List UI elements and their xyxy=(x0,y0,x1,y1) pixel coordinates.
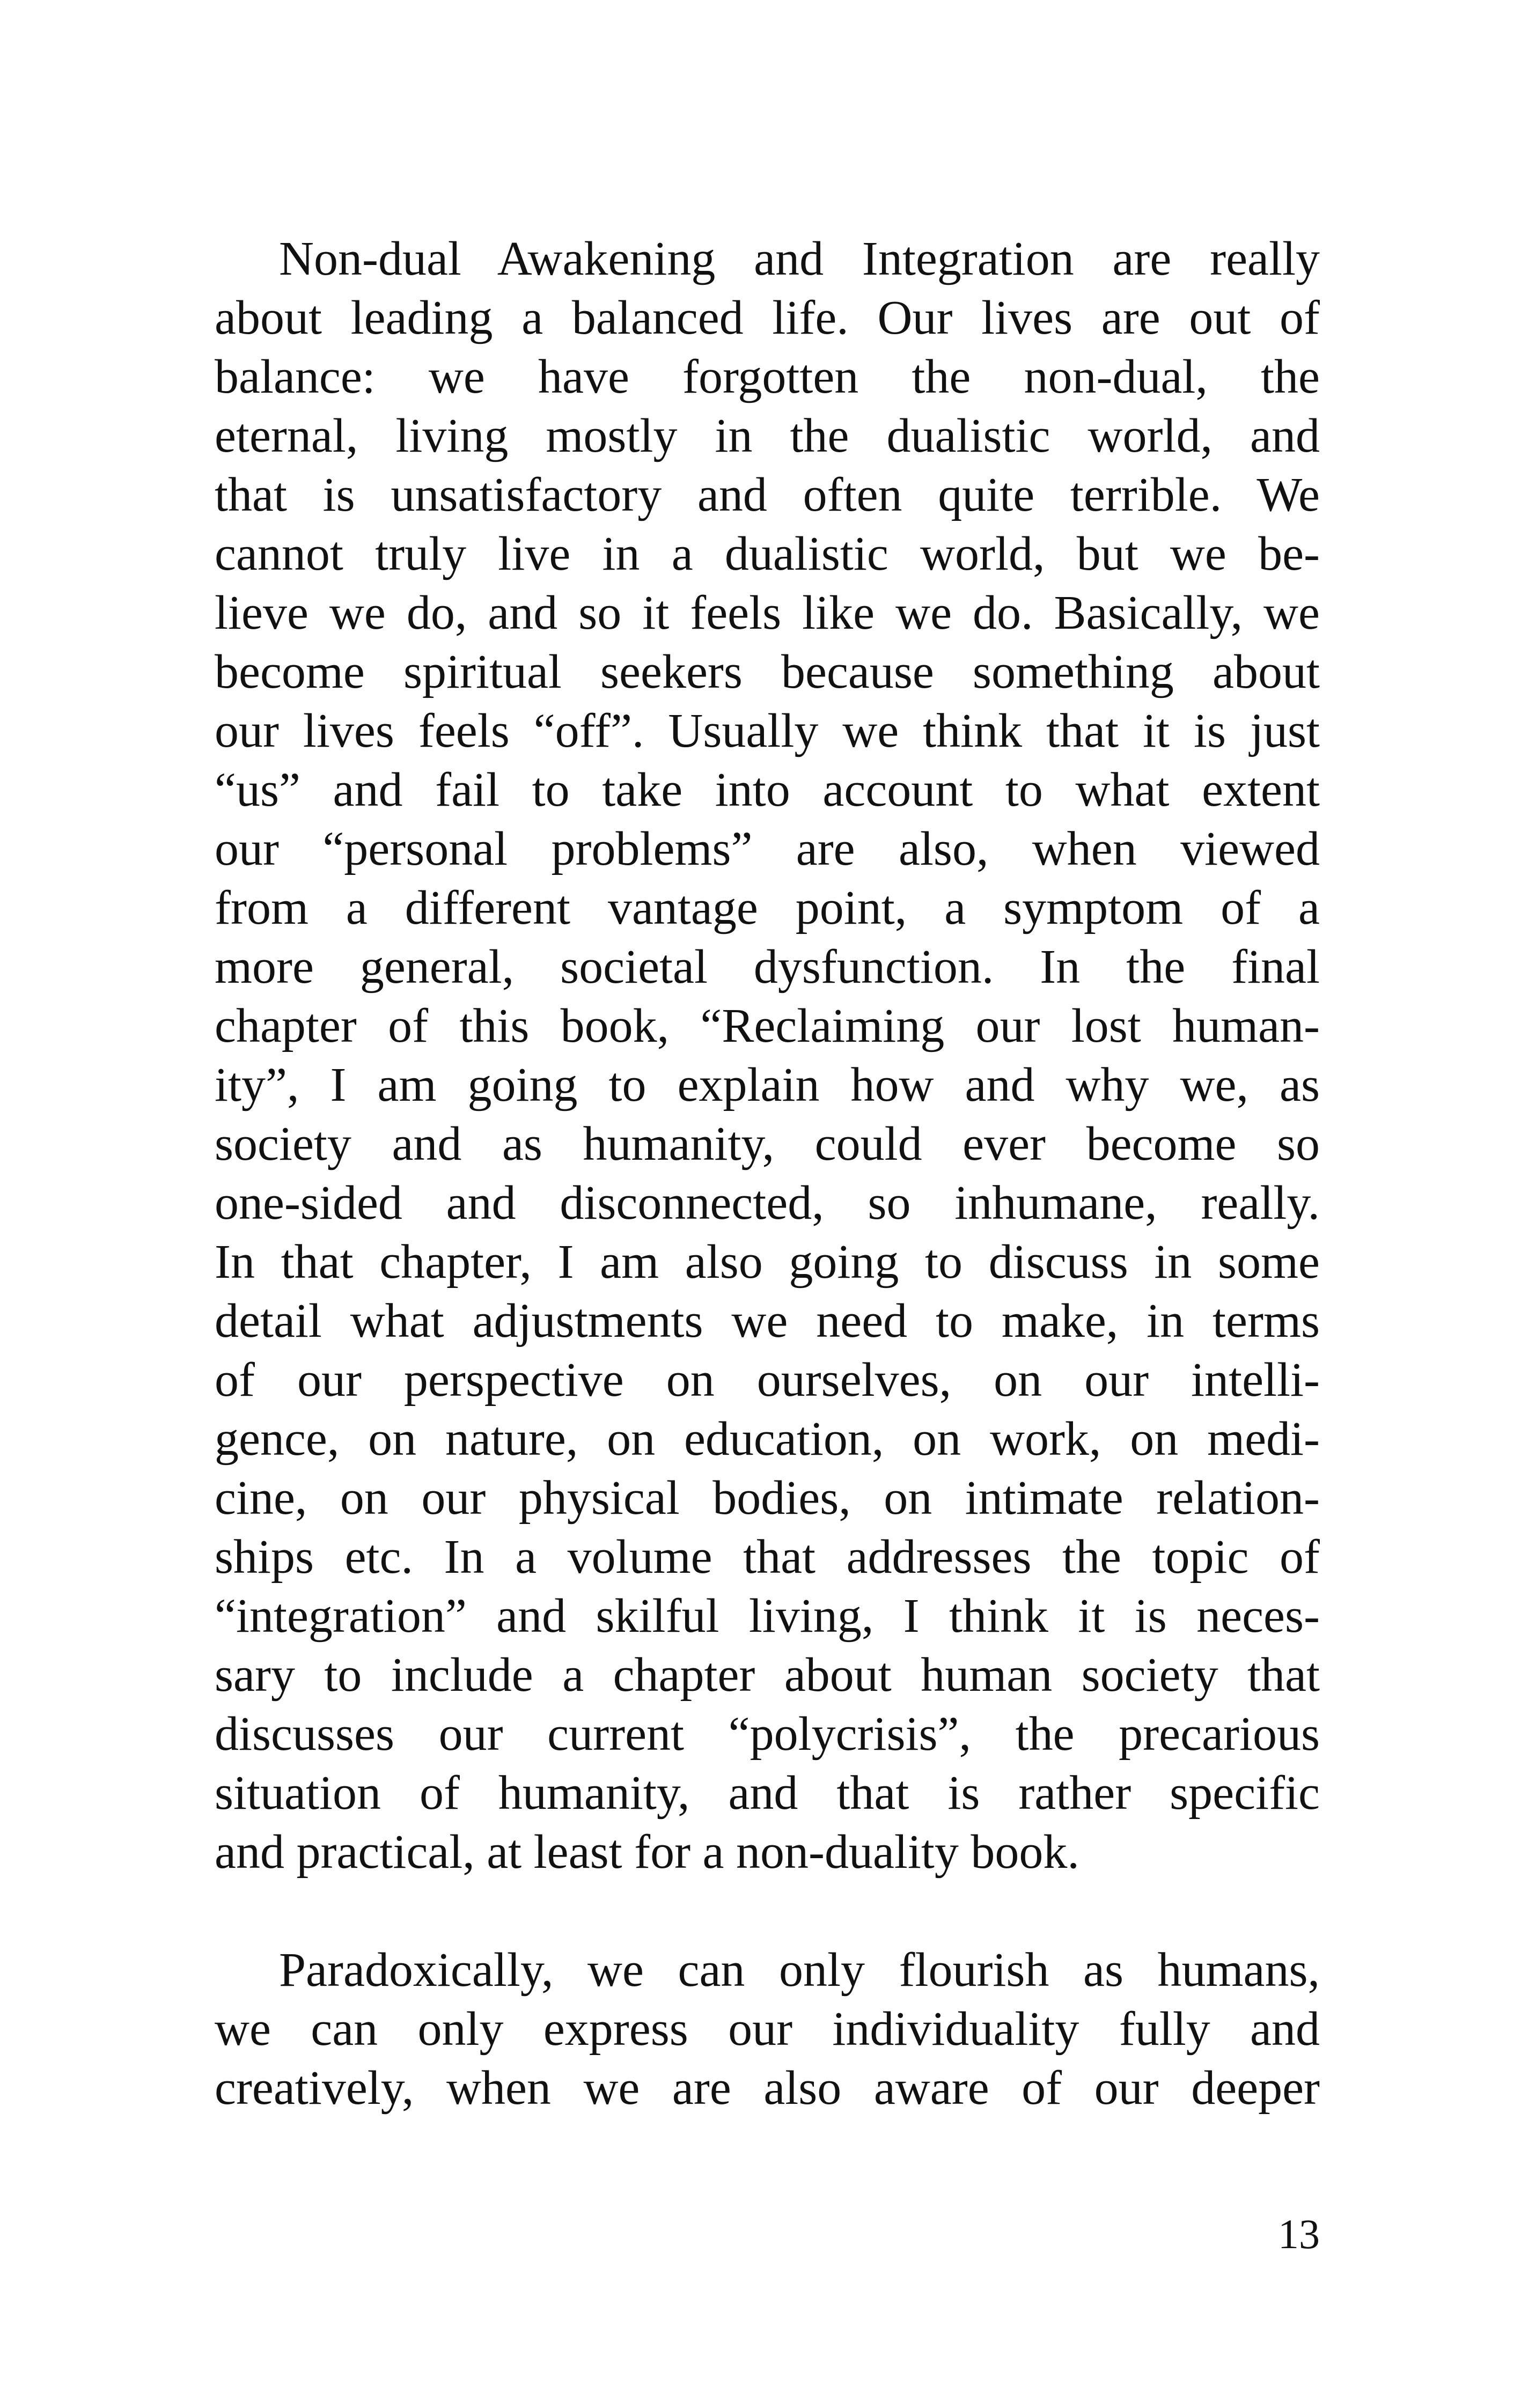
text-line: In that chapter, I am also going to discuss in some xyxy=(215,1235,1320,1288)
text-line: more general, societal dysfunction. In the final xyxy=(215,940,1320,993)
text-line: that is unsatisfactory and often quite terrible. We xyxy=(215,468,1320,521)
paragraph-spacer xyxy=(215,1882,1320,1941)
text-line: eternal, living mostly in the dualistic world, and xyxy=(215,409,1320,462)
text-line: chapter of this book, “Reclaiming our lost human- xyxy=(215,999,1320,1052)
text-line: become spiritual seekers because something about xyxy=(215,645,1320,698)
text-line: society and as humanity, could ever become so xyxy=(215,1117,1320,1170)
page-number: 13 xyxy=(1278,2211,1320,2257)
text-line: Paradoxically, we can only flourish as humans, xyxy=(279,1943,1320,1997)
text-line: cannot truly live in a dualistic world, but we be- xyxy=(215,527,1320,580)
text-line: cine, on our physical bodies, on intimate relation- xyxy=(215,1471,1320,1525)
text-line: “us” and fail to take into account to what extent xyxy=(215,763,1320,816)
text-line: Non-dual Awakening and Integration are really xyxy=(279,232,1320,285)
text-line: our “personal problems” are also, when viewed xyxy=(215,822,1320,875)
text-line: from a different vantage point, a symptom of a xyxy=(215,881,1320,934)
text-line: we can only express our individuality fully and xyxy=(215,2002,1320,2056)
text-line: about leading a balanced life. Our lives are out of xyxy=(215,291,1320,344)
paragraph-1 xyxy=(215,230,1320,1882)
body-text xyxy=(215,230,1320,2118)
text-line: detail what adjustments we need to make, in terms xyxy=(215,1294,1320,1347)
text-line: and practical, at least for a non-duality book. xyxy=(215,1825,1079,1879)
text-line: sary to include a chapter about human society that xyxy=(215,1648,1320,1702)
paragraph-2 xyxy=(215,1941,1320,2118)
text-line: lieve we do, and so it feels like we do. Basically, we xyxy=(215,586,1320,639)
text-line: “integration” and skilful living, I think it is neces- xyxy=(215,1589,1320,1643)
text-line: gence, on nature, on education, on work, on medi- xyxy=(215,1412,1320,1466)
text-line: balance: we have forgotten the non-dual, the xyxy=(215,350,1320,403)
text-line: discusses our current “polycrisis”, the precarious xyxy=(215,1707,1320,1761)
text-line: creatively, when we are also aware of our deeper xyxy=(215,2061,1320,2115)
text-line: our lives feels “off”. Usually we think that it is just xyxy=(215,704,1320,757)
text-line: situation of humanity, and that is rather specific xyxy=(215,1766,1320,1820)
text-line: ships etc. In a volume that addresses the topic of xyxy=(215,1530,1320,1584)
text-line: of our perspective on ourselves, on our intelli- xyxy=(215,1353,1320,1406)
text-line: ity”, I am going to explain how and why we, as xyxy=(215,1058,1320,1111)
text-line: one-sided and disconnected, so inhumane, really. xyxy=(215,1176,1320,1229)
